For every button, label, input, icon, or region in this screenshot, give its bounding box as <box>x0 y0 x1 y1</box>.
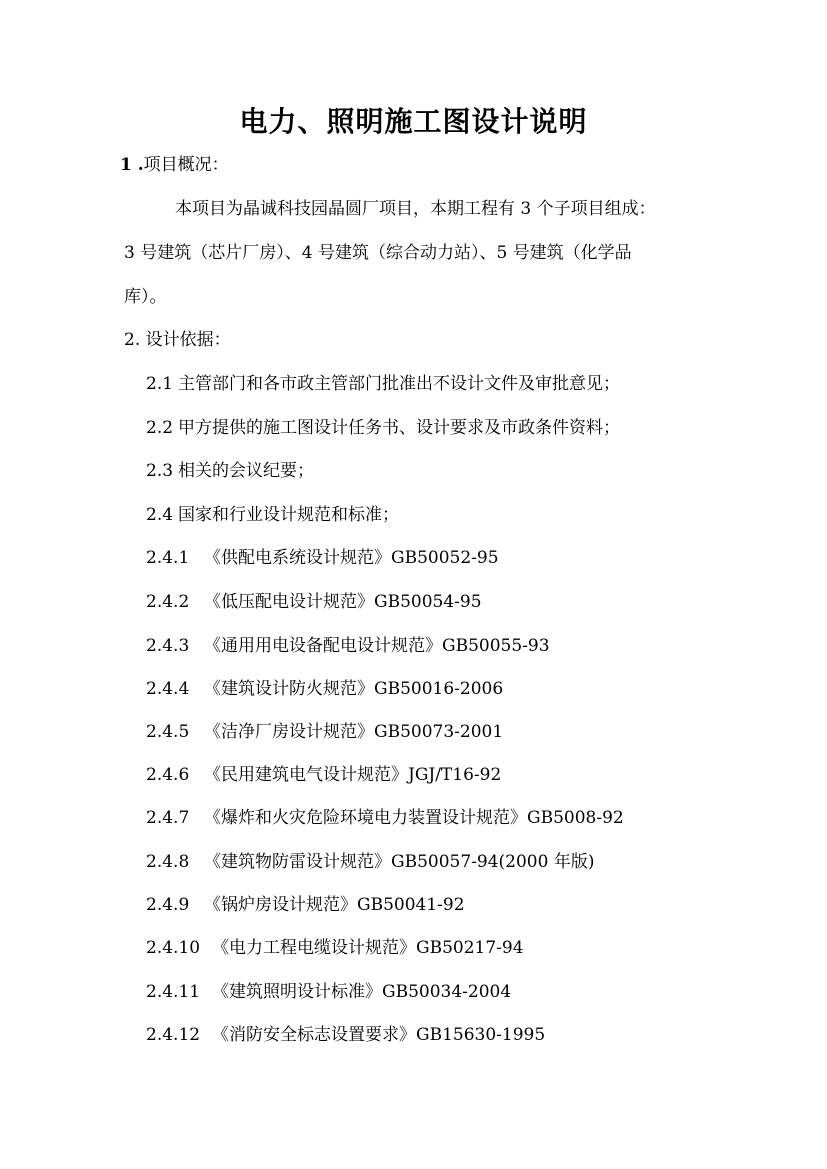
standard-item <box>146 720 503 744</box>
standard-number: 2.4.5 <box>146 722 190 742</box>
standard-number: 2.4.4 <box>146 679 190 699</box>
standard-text: 《电力工程电缆设计规范》GB50217-94 <box>212 938 524 958</box>
standard-number: 2.4.6 <box>146 765 190 785</box>
standard-item <box>146 677 503 701</box>
section-1-paragraph-line-1: 本项目为晶诚科技园晶圆厂项目，本期工程有 3 个子项目组成： <box>175 199 656 219</box>
standard-number: 2.4.2 <box>146 592 190 612</box>
section-2-item <box>146 459 314 483</box>
item-number: 2.4 <box>146 505 174 525</box>
standard-item <box>146 763 501 787</box>
item-number: 2.1 <box>146 374 174 394</box>
section-2-item <box>146 503 399 527</box>
standard-item <box>146 1023 545 1047</box>
standard-text: 《建筑设计防火规范》GB50016-2006 <box>204 679 504 699</box>
standard-item <box>146 590 482 614</box>
standard-text: 《通用用电设备配电设计规范》GB50055-93 <box>204 636 550 656</box>
standard-text: 《锅炉房设计规范》GB50041-92 <box>204 895 465 915</box>
section-2-item <box>146 372 620 396</box>
item-text: 主管部门和各市政主管部门批准出不设计文件及审批意见； <box>178 374 620 394</box>
standard-item <box>146 936 524 960</box>
document-title: 电力、照明施工图设计说明 <box>239 105 588 138</box>
standard-text: 《低压配电设计规范》GB50054-95 <box>204 592 482 612</box>
standard-text: 《建筑物防雷设计规范》GB50057-94(2000 年版) <box>204 852 595 872</box>
standard-item <box>146 980 511 1004</box>
item-number: 2.2 <box>146 418 174 438</box>
section-2-item <box>146 416 620 440</box>
standard-number: 2.4.9 <box>146 895 190 915</box>
standard-item <box>146 634 550 658</box>
item-number: 2.3 <box>146 461 174 481</box>
standard-text: 《建筑照明设计标准》GB50034-2004 <box>212 982 512 1002</box>
standard-item <box>146 893 465 917</box>
standard-text: 《洁净厂房设计规范》GB50073-2001 <box>204 722 504 742</box>
standard-item <box>146 806 624 830</box>
section-1-paragraph-line-2: 3 号建筑（芯片厂房）、4 号建筑（综合动力站）、5 号建筑（化学品 <box>124 243 632 263</box>
standard-number: 2.4.8 <box>146 852 190 872</box>
standard-text: 《供配电系统设计规范》GB50052-95 <box>204 548 499 568</box>
item-text: 相关的会议纪要； <box>178 461 314 481</box>
item-text: 国家和行业设计规范和标准； <box>178 505 399 525</box>
standard-number: 2.4.11 <box>146 982 201 1002</box>
section-1-heading <box>120 153 229 177</box>
standard-number: 2.4.12 <box>146 1025 201 1045</box>
item-text: 甲方提供的施工图设计任务书、设计要求及市政条件资料； <box>178 418 620 438</box>
section-1-heading-text: 项目概况： <box>143 155 229 175</box>
standard-text: 《消防安全标志设置要求》GB15630-1995 <box>212 1025 546 1045</box>
section-1-paragraph-line-3: 库）。 <box>124 287 167 307</box>
standard-item <box>146 546 499 570</box>
standard-number: 2.4.1 <box>146 548 190 568</box>
standard-number: 2.4.10 <box>146 938 201 958</box>
section-2-heading: 2. 设计依据： <box>124 330 231 350</box>
standard-item <box>146 850 594 874</box>
standard-text: 《民用建筑电气设计规范》JGJ/T16-92 <box>204 765 502 785</box>
standard-number: 2.4.7 <box>146 808 190 828</box>
section-1-number: 1 . <box>120 155 144 175</box>
standard-text: 《爆炸和火灾危险环境电力装置设计规范》GB5008-92 <box>204 808 624 828</box>
standard-number: 2.4.3 <box>146 636 190 656</box>
